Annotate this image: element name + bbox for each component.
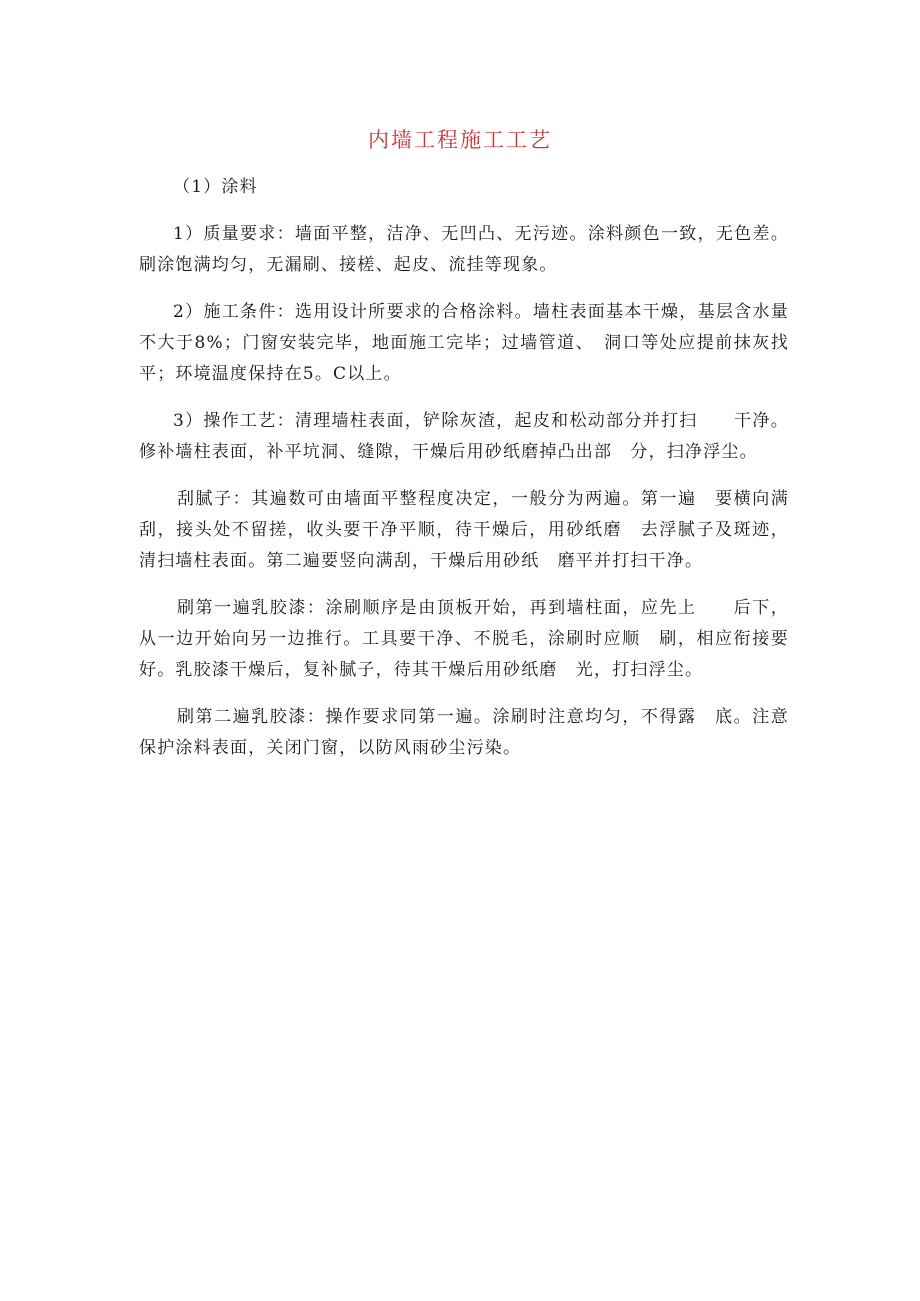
document-body (139, 172, 789, 764)
page-title: 内墙工程施工工艺 (368, 128, 552, 152)
section-heading: （1）涂料 (173, 177, 258, 197)
paragraph-operation-process: 3）操作工艺：清理墙柱表面，铲除灰渣，起皮和松动部分并打扫 干净。修补墙柱表面，补平坑洞、缝隙，干燥后用砂纸磨掉凸出部 分，扫净浮尘。 (139, 411, 789, 462)
paragraph-second-coat: 刷第二遍乳胶漆：操作要求同第一遍。涂刷时注意均匀，不得露 底。注意保护涂料表面，关闭门窗，以防风雨砂尘污染。 (139, 707, 789, 758)
paragraph-putty: 刮腻子：其遍数可由墙面平整程度决定，一般分为两遍。第一遍 要横向满刮，接头处不留搓，收头要干净平顺，待干燥后，用砂纸磨 去浮腻子及斑迹，清扫墙柱表面。第二遍要竖向满刮，干燥后用砂纸 磨平并打扫干净。 (139, 489, 789, 571)
paragraph-construction-conditions: 2）施工条件：选用设计所要求的合格涂料。墙柱表面基本干燥，基层含水量不大于8%；门窗安装完毕，地面施工完毕；过墙管道、 洞口等处应提前抹灰找平；环境温度保持在5。C以上。 (139, 302, 789, 384)
paragraph-first-coat: 刷第一遍乳胶漆：涂刷顺序是由顶板开始，再到墙柱面，应先上 后下，从一边开始向另一边推行。工具要干净、不脱毛，涂刷时应顺 刷，相应衔接要好。乳胶漆干燥后，复补腻子，待其干燥后用砂纸磨 光，打扫浮尘。 (139, 598, 789, 680)
paragraph-quality-requirements: 1）质量要求：墙面平整，洁净、无凹凸、无污迹。涂料颜色一致，无色差。刷涂饱满均匀，无漏刷、接槎、起皮、流挂等现象。 (139, 224, 789, 275)
